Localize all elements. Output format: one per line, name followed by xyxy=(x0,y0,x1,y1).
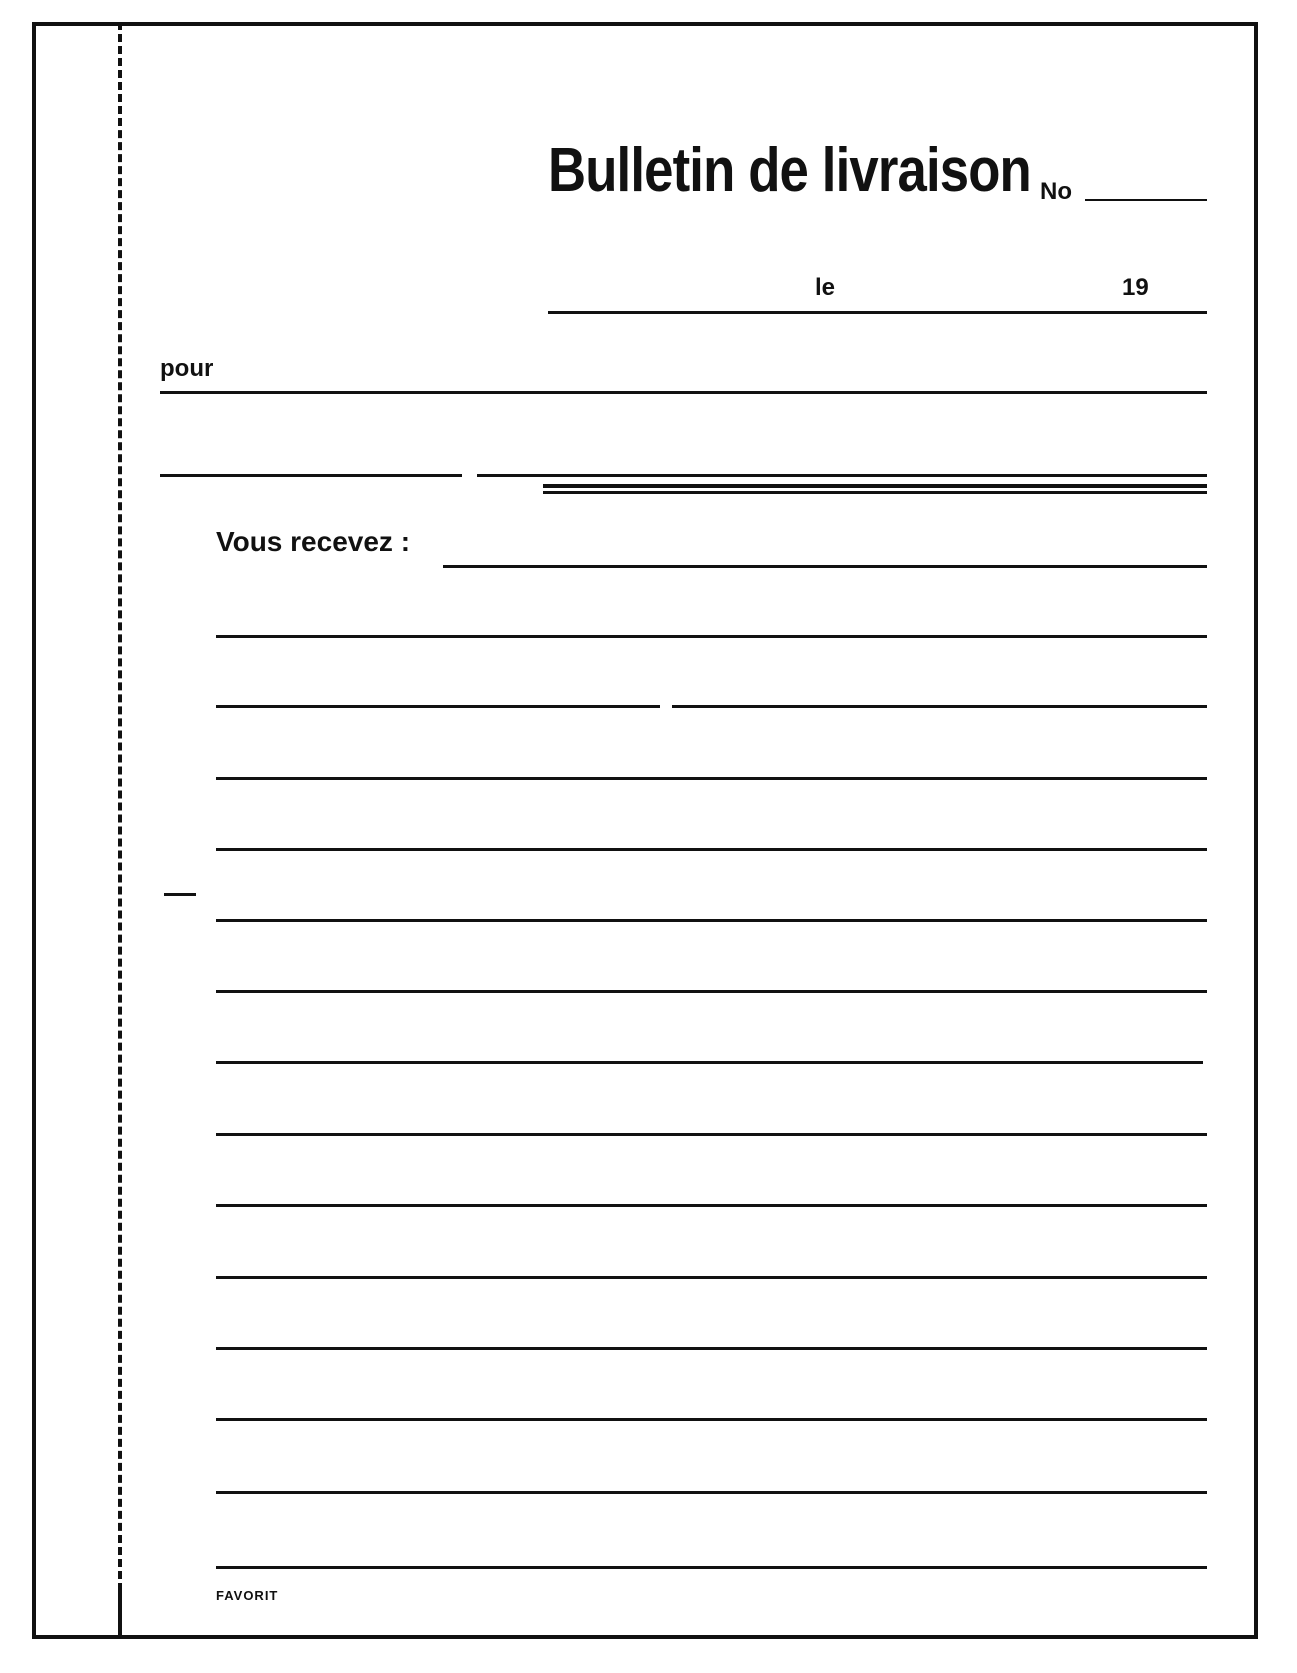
number-label: No xyxy=(1040,178,1072,205)
date-field[interactable] xyxy=(548,311,1207,314)
items-line-11[interactable] xyxy=(216,1276,1207,1279)
items-line-2[interactable] xyxy=(216,635,1207,638)
items-line-4[interactable] xyxy=(216,777,1207,780)
separator-rule xyxy=(543,484,1207,488)
items-line-9[interactable] xyxy=(216,1133,1207,1136)
fold-mark xyxy=(164,893,196,896)
recipient-line-2a[interactable] xyxy=(160,474,462,477)
items-line-6[interactable] xyxy=(216,919,1207,922)
form-title: Bulletin de livraison xyxy=(548,136,1031,205)
number-field[interactable] xyxy=(1085,199,1207,201)
year-prefix: 19 xyxy=(1122,274,1149,301)
delivery-slip-form xyxy=(32,22,1258,1639)
items-line-1[interactable] xyxy=(443,565,1207,568)
items-line-10[interactable] xyxy=(216,1204,1207,1207)
items-line-3b[interactable] xyxy=(672,705,1207,708)
items-line-7[interactable] xyxy=(216,990,1207,993)
perforation-line xyxy=(118,22,122,1639)
items-line-12[interactable] xyxy=(216,1347,1207,1350)
items-line-8[interactable] xyxy=(216,1061,1203,1064)
items-line-5[interactable] xyxy=(216,848,1207,851)
printer-mark: FAVORIT xyxy=(216,1588,279,1603)
recipient-line-1[interactable] xyxy=(160,391,1207,394)
received-label: Vous recevez : xyxy=(216,526,411,557)
perforation-base xyxy=(118,1590,122,1639)
items-line-15[interactable] xyxy=(216,1566,1207,1569)
items-line-3a[interactable] xyxy=(216,705,660,708)
date-label: le xyxy=(815,274,836,301)
items-line-14[interactable] xyxy=(216,1491,1207,1494)
separator-rule-2 xyxy=(543,491,1207,494)
recipient-line-2b[interactable] xyxy=(477,474,1207,477)
recipient-label: pour xyxy=(160,355,214,382)
items-line-13[interactable] xyxy=(216,1418,1207,1421)
